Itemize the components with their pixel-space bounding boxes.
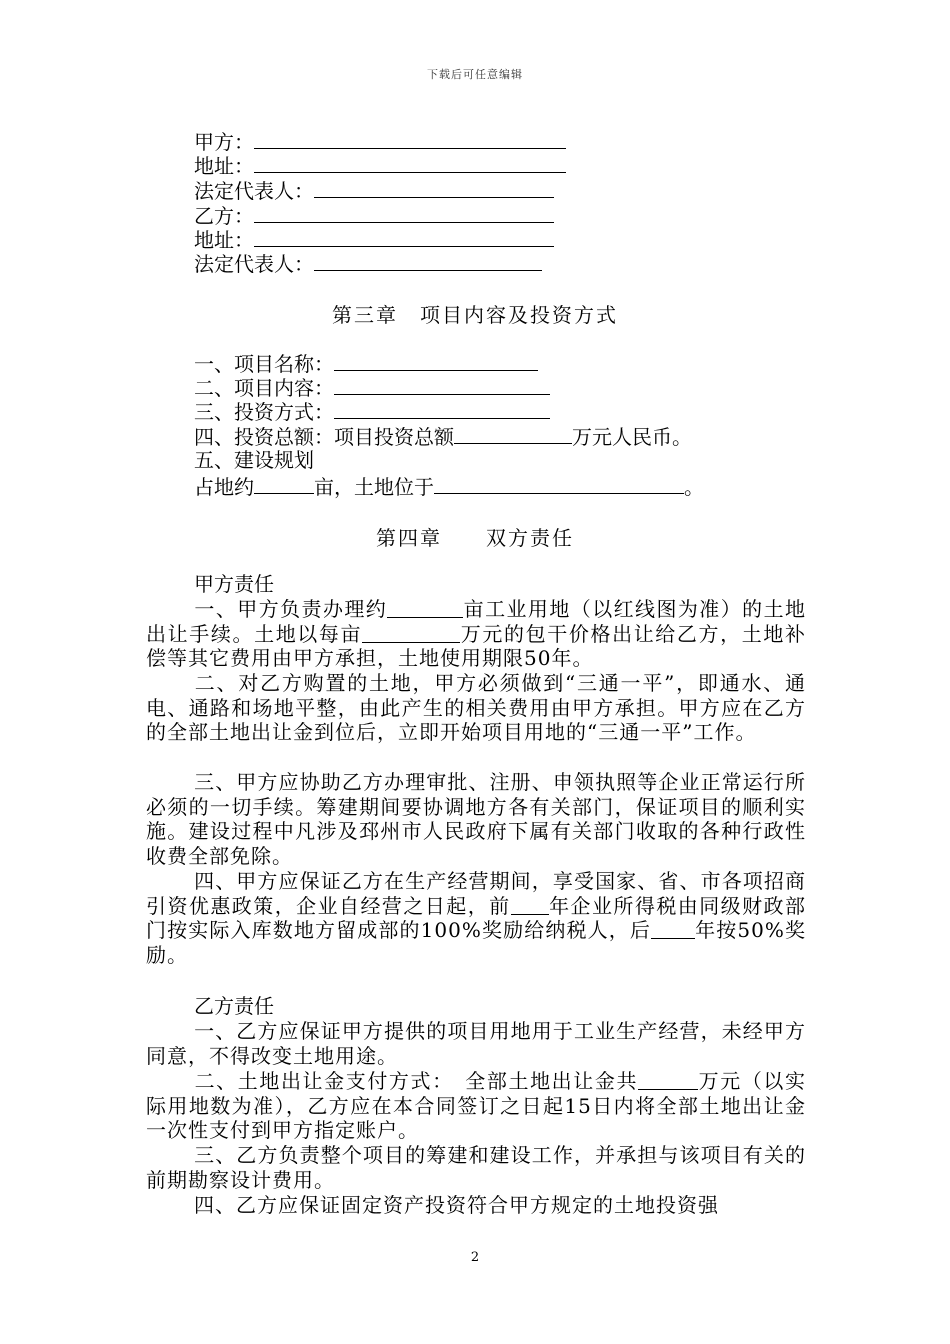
item4-label: 四、投资总额：项目投资总额 xyxy=(194,425,454,449)
a2-text: 二、对乙方购置的土地，甲方必须做到“三通一平”，即通水、通电、通路和场地平整，由此产生的相关费用由甲方承担。甲方应在乙方的全部土地出让金到位后，立即开始项目用地的“三通一平”工作。 xyxy=(146,671,806,744)
land-line xyxy=(194,473,704,499)
item2-label: 二、项目内容： xyxy=(194,376,334,400)
a1-text-1: 一、甲方负责办理约 xyxy=(194,597,388,621)
b2-text-1: 二、土地出让金支付方式： 全部土地出让金共 xyxy=(194,1069,639,1093)
party-a-address-label: 地址： xyxy=(194,154,254,178)
item5-line: 五、建设规划 xyxy=(194,448,314,472)
a4-years-blank-1 xyxy=(511,896,549,915)
party-b-blank xyxy=(254,202,554,223)
item2-line xyxy=(194,374,550,400)
a1-text-2: 亩工业用地（以红线图为准）的土地出让手续。土地以每亩 xyxy=(146,597,807,646)
item1-line xyxy=(194,350,538,376)
party-a-duty-1 xyxy=(146,597,806,671)
land-period: 。 xyxy=(684,475,704,499)
party-b-duty-4 xyxy=(146,1193,806,1218)
party-a-line xyxy=(194,128,566,154)
party-b-address-label: 地址： xyxy=(194,228,254,252)
party-a-duties-heading: 甲方责任 xyxy=(194,572,274,596)
a4-text-1: 四、甲方应保证乙方在生产经营期间，享受国家、省、市各项招商引资优惠政策，企业自经营之日起，前 xyxy=(146,869,806,918)
item3-label: 三、投资方式： xyxy=(194,400,334,424)
party-b-duty-2 xyxy=(146,1069,806,1143)
party-a-duty-3 xyxy=(146,770,806,868)
party-b-address-line xyxy=(194,226,554,252)
b2-amount-blank xyxy=(638,1071,698,1090)
a4-text-3: 年按50%奖励。 xyxy=(146,918,807,967)
land-location-label: 亩，土地位于 xyxy=(314,475,434,499)
item3-blank xyxy=(334,398,550,419)
party-b-rep-blank xyxy=(314,250,542,271)
party-b-duties-heading: 乙方责任 xyxy=(194,994,274,1018)
page-header: 下载后可任意编辑 xyxy=(427,68,523,81)
a1-text-3: 万元的包干价格出让给乙方，土地补偿等其它费用由甲方承担，土地使用期限50年。 xyxy=(146,621,807,670)
a1-price-blank xyxy=(362,624,460,643)
page-number: 2 xyxy=(470,1250,480,1265)
b3-text: 三、乙方负责整个项目的筹建和建设工作，并承担与该项目有关的前期勘察设计费用。 xyxy=(146,1143,806,1192)
b1-text: 一、乙方应保证甲方提供的项目用地用于工业生产经营，未经甲方同意，不得改变土地用途。 xyxy=(146,1019,806,1068)
a4-text-2: 年企业所得税由同级财政部门按实际入库数地方留成部的100%奖励给纳税人，后 xyxy=(146,893,807,942)
a4-years-blank-2 xyxy=(651,920,695,939)
party-b-address-blank xyxy=(254,226,554,247)
party-a-label: 甲方： xyxy=(194,130,254,154)
land-label: 占地约 xyxy=(194,475,254,499)
item4-line xyxy=(194,423,692,449)
party-a-rep-line xyxy=(194,177,554,203)
party-b-duty-1 xyxy=(146,1019,806,1068)
a3-text: 三、甲方应协助乙方办理审批、注册、申领执照等企业正常运行所必须的一切手续。筹建期间要协调地方各有关部门，保证项目的顺利实施。建设过程中凡涉及邳州市人民政府下属有关部门收取的各种行政性收费全部免除。 xyxy=(146,770,806,868)
party-a-blank xyxy=(254,128,566,149)
item1-blank xyxy=(334,350,538,371)
item2-blank xyxy=(334,374,550,395)
item3-line xyxy=(194,398,550,424)
land-area-blank xyxy=(254,473,314,494)
party-a-address-blank xyxy=(254,152,566,173)
party-a-address-line xyxy=(194,152,566,178)
party-a-duty-2 xyxy=(146,671,806,745)
chapter4-title: 第四章 双方责任 xyxy=(376,526,574,550)
item4-suffix: 万元人民币。 xyxy=(572,425,692,449)
party-b-rep-line xyxy=(194,250,542,276)
party-b-duty-3 xyxy=(146,1143,806,1192)
party-b-line xyxy=(194,202,554,228)
party-a-rep-blank xyxy=(314,177,554,198)
b2-text-2: 万元（以实际用地数为准），乙方应在本合同签订之日起15日内将全部土地出让金一次性支付到甲方指定账户。 xyxy=(146,1069,807,1142)
party-a-duty-4 xyxy=(146,869,806,967)
party-a-rep-label: 法定代表人： xyxy=(194,179,314,203)
a1-area-blank xyxy=(387,599,463,618)
land-location-blank xyxy=(434,473,684,494)
party-b-rep-label: 法定代表人： xyxy=(194,252,314,276)
party-b-label: 乙方： xyxy=(194,204,254,228)
b4-text: 四、乙方应保证固定资产投资符合甲方规定的土地投资强 xyxy=(194,1193,719,1217)
item4-blank xyxy=(454,423,572,444)
item1-label: 一、项目名称： xyxy=(194,352,334,376)
chapter3-title: 第三章 项目内容及投资方式 xyxy=(332,303,618,327)
